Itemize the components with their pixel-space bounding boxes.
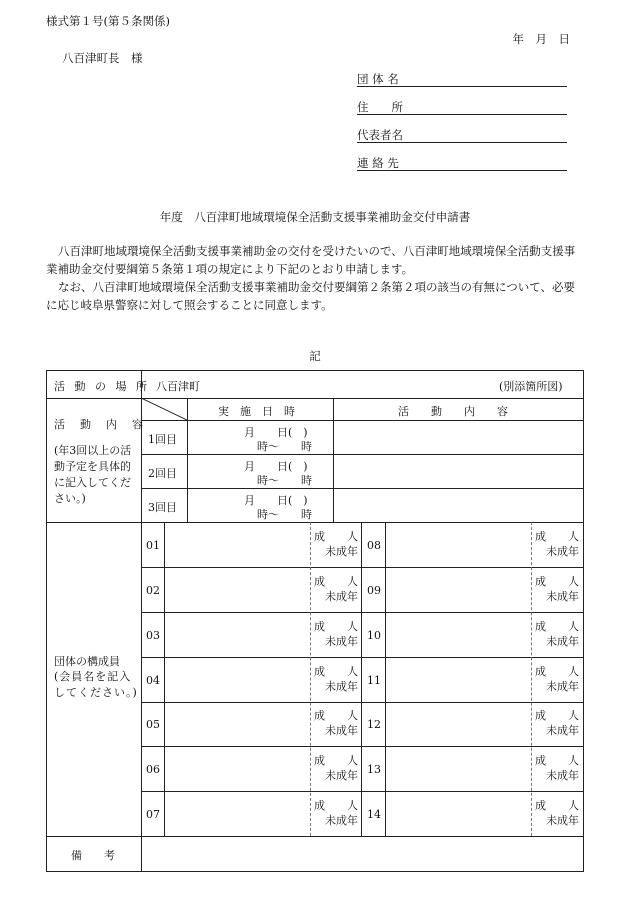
member-number: 04 [146, 674, 160, 687]
adult-option[interactable]: 成 人 [314, 575, 358, 588]
member-number: 13 [367, 763, 381, 776]
representative-field[interactable] [357, 127, 567, 143]
session-month-day: 月 日( ) [244, 494, 308, 507]
members-note: (会員名を記入してください。) [54, 670, 138, 699]
member-number: 10 [367, 629, 381, 642]
date-line: 年 月 日 [512, 32, 570, 46]
session-time: 時〜 時 [257, 474, 312, 487]
members-label: 団体の構成員 [54, 655, 120, 668]
place-value: 八百津町 [156, 380, 200, 393]
adult-option[interactable]: 成 人 [314, 709, 358, 722]
address-field[interactable] [357, 99, 567, 115]
adult-option[interactable]: 成 人 [314, 665, 358, 678]
member-number: 03 [146, 629, 160, 642]
body-paragraph-2: なお、八百津町地域環境保全活動支援事業補助金交付要綱第２条第２項の該当の有無について、必要に応じ岐阜県警察に対して照会することに同意します。 [46, 280, 576, 312]
document-title: 年度 八百津町地域環境保全活動支援事業補助金交付申請書 [159, 210, 471, 224]
session-time: 時〜 時 [257, 440, 312, 453]
col-date-header: 実 施 日 時 [218, 405, 295, 418]
session-month-day: 月 日( ) [244, 426, 308, 439]
minor-option[interactable]: 未成年 [546, 635, 579, 648]
minor-option[interactable]: 未成年 [325, 680, 358, 693]
member-number: 02 [146, 584, 160, 597]
place-label: 活 動 の 場 所 [54, 380, 150, 393]
remarks-label: 備 考 [71, 849, 115, 862]
adult-option[interactable]: 成 人 [535, 754, 579, 767]
member-number: 07 [146, 808, 160, 821]
minor-option[interactable]: 未成年 [325, 545, 358, 558]
minor-option[interactable]: 未成年 [546, 545, 579, 558]
session-time: 時〜 時 [257, 508, 312, 521]
place-note: (別添箇所図) [499, 380, 563, 393]
minor-option[interactable]: 未成年 [546, 590, 579, 603]
minor-option[interactable]: 未成年 [546, 769, 579, 782]
adult-option[interactable]: 成 人 [535, 620, 579, 633]
adult-option[interactable]: 成 人 [535, 709, 579, 722]
content-label: 活 動 内 容 [54, 418, 145, 431]
minor-option[interactable]: 未成年 [546, 814, 579, 827]
member-number: 11 [367, 674, 381, 687]
session-label: 2回目 [148, 467, 177, 480]
contact-field[interactable] [357, 155, 567, 171]
minor-option[interactable]: 未成年 [325, 724, 358, 737]
member-number: 06 [146, 763, 160, 776]
minor-option[interactable]: 未成年 [546, 680, 579, 693]
remarks-field[interactable] [142, 837, 583, 871]
adult-option[interactable]: 成 人 [535, 665, 579, 678]
adult-option[interactable]: 成 人 [535, 530, 579, 543]
member-number: 14 [367, 808, 381, 821]
session-label: 1回目 [148, 433, 177, 446]
adult-option[interactable]: 成 人 [535, 799, 579, 812]
adult-option[interactable]: 成 人 [314, 620, 358, 633]
session-month-day: 月 日( ) [244, 460, 308, 473]
member-number: 01 [146, 539, 160, 552]
member-number: 09 [367, 584, 381, 597]
content-note: (年3回以上の活動予定を具体的に記入してください。) [54, 444, 132, 505]
member-number: 05 [146, 718, 160, 731]
member-number: 08 [367, 539, 381, 552]
group-name-field[interactable] [357, 71, 567, 87]
contact-label: 連 絡 先 [357, 156, 399, 170]
body-paragraph-1: 八百津町地域環境保全活動支援事業補助金の交付を受けたいので、八百津町地域環境保全活動支援事業補助金交付要綱第５条第１項の規定により下記のとおり申請します。 [46, 244, 576, 276]
adult-option[interactable]: 成 人 [314, 530, 358, 543]
session-label: 3回目 [148, 501, 177, 514]
address-label: 住 所 [357, 100, 403, 114]
representative-label: 代表者名 [357, 128, 403, 142]
minor-option[interactable]: 未成年 [546, 724, 579, 737]
minor-option[interactable]: 未成年 [325, 635, 358, 648]
addressee: 八百津町長 様 [62, 51, 143, 65]
minor-option[interactable]: 未成年 [325, 769, 358, 782]
form-number: 様式第１号(第５条関係) [46, 14, 170, 28]
ki-heading: 記 [309, 349, 321, 363]
col-content-header: 活 動 内 容 [398, 405, 508, 418]
adult-option[interactable]: 成 人 [535, 575, 579, 588]
adult-option[interactable]: 成 人 [314, 799, 358, 812]
minor-option[interactable]: 未成年 [325, 590, 358, 603]
group-name-label: 団 体 名 [357, 72, 399, 86]
member-number: 12 [367, 718, 381, 731]
minor-option[interactable]: 未成年 [325, 814, 358, 827]
header-diagonal [141, 398, 187, 420]
adult-option[interactable]: 成 人 [314, 754, 358, 767]
